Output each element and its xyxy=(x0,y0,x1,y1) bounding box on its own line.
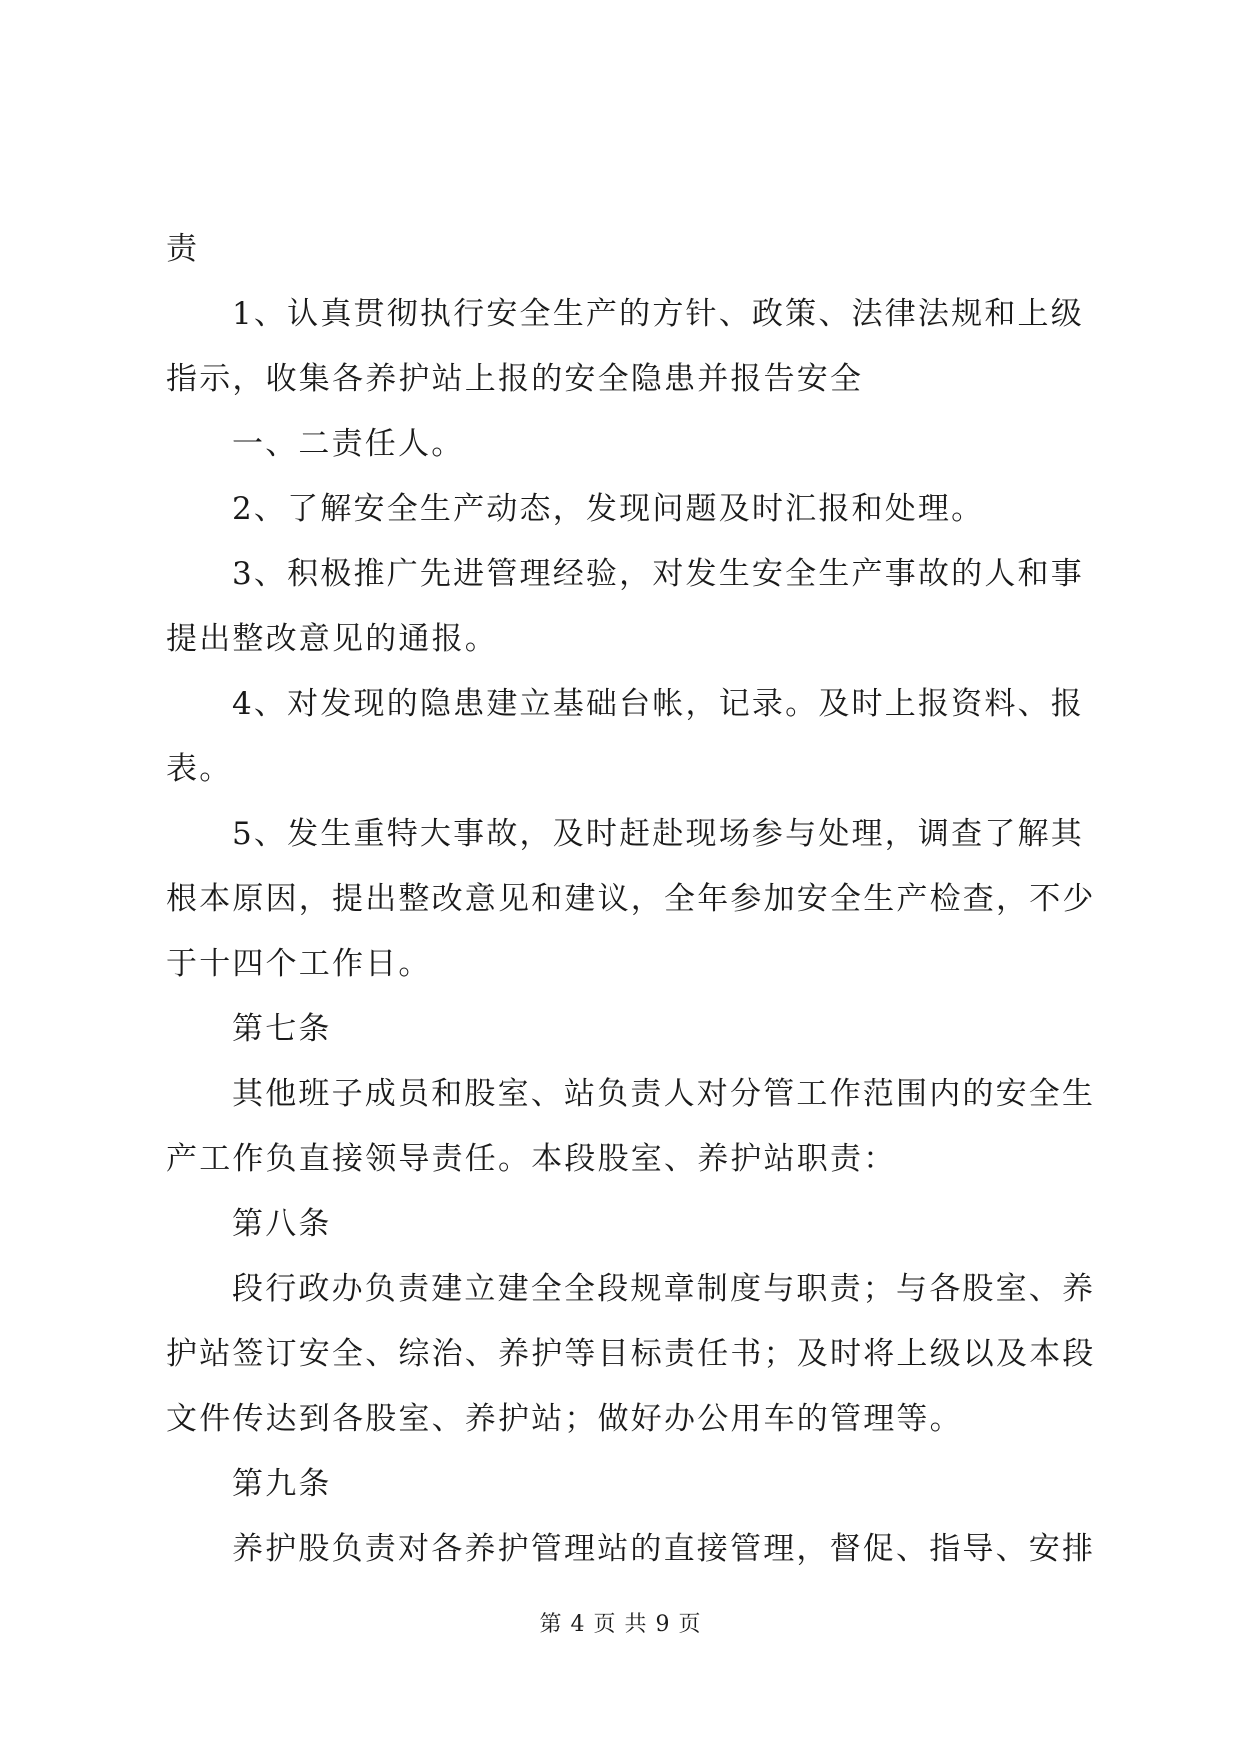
text-line: 责 xyxy=(166,231,200,267)
text-line: 指示，收集各养护站上报的安全隐患并报告安全 xyxy=(166,361,864,397)
text-line: 1、认真贯彻执行安全生产的方针、政策、法律法规和上级 xyxy=(232,296,1084,332)
text-line: 文件传达到各股室、养护站；做好办公用车的管理等。 xyxy=(166,1401,963,1437)
text-line: 护站签订安全、综治、养护等目标责任书；及时将上级以及本段 xyxy=(166,1336,1096,1372)
text-line: 段行政办负责建立建全全段规章制度与职责；与各股室、养 xyxy=(232,1271,1096,1307)
text-line: 产工作负直接领导责任。本段股室、养护站职责： xyxy=(166,1141,897,1177)
body-text xyxy=(166,228,1096,1570)
text-line: 5、发生重特大事故，及时赶赴现场参与处理，调查了解其 xyxy=(232,816,1084,852)
text-line: 3、积极推广先进管理经验，对发生安全生产事故的人和事 xyxy=(232,556,1084,592)
text-line: 2、了解安全生产动态，发现问题及时汇报和处理。 xyxy=(232,491,985,527)
text-line: 提出整改意见的通报。 xyxy=(166,621,498,657)
text-line: 养护股负责对各养护管理站的直接管理，督促、指导、安排 xyxy=(232,1531,1096,1567)
text-line: 4、对发现的隐患建立基础台帐，记录。及时上报资料、报 xyxy=(232,686,1084,722)
article-heading: 第八条 xyxy=(232,1206,332,1242)
text-line: 根本原因，提出整改意见和建议，全年参加安全生产检查，不少 xyxy=(166,881,1096,917)
text-line: 表。 xyxy=(166,751,233,787)
page-number-footer: 第 4 页 共 9 页 xyxy=(539,1612,702,1637)
article-heading: 第九条 xyxy=(232,1466,332,1502)
text-line: 一、二责任人。 xyxy=(232,426,465,462)
article-heading: 第七条 xyxy=(232,1011,332,1047)
text-line: 于十四个工作日。 xyxy=(166,946,432,982)
text-line: 其他班子成员和股室、站负责人对分管工作范围内的安全生 xyxy=(232,1076,1096,1112)
